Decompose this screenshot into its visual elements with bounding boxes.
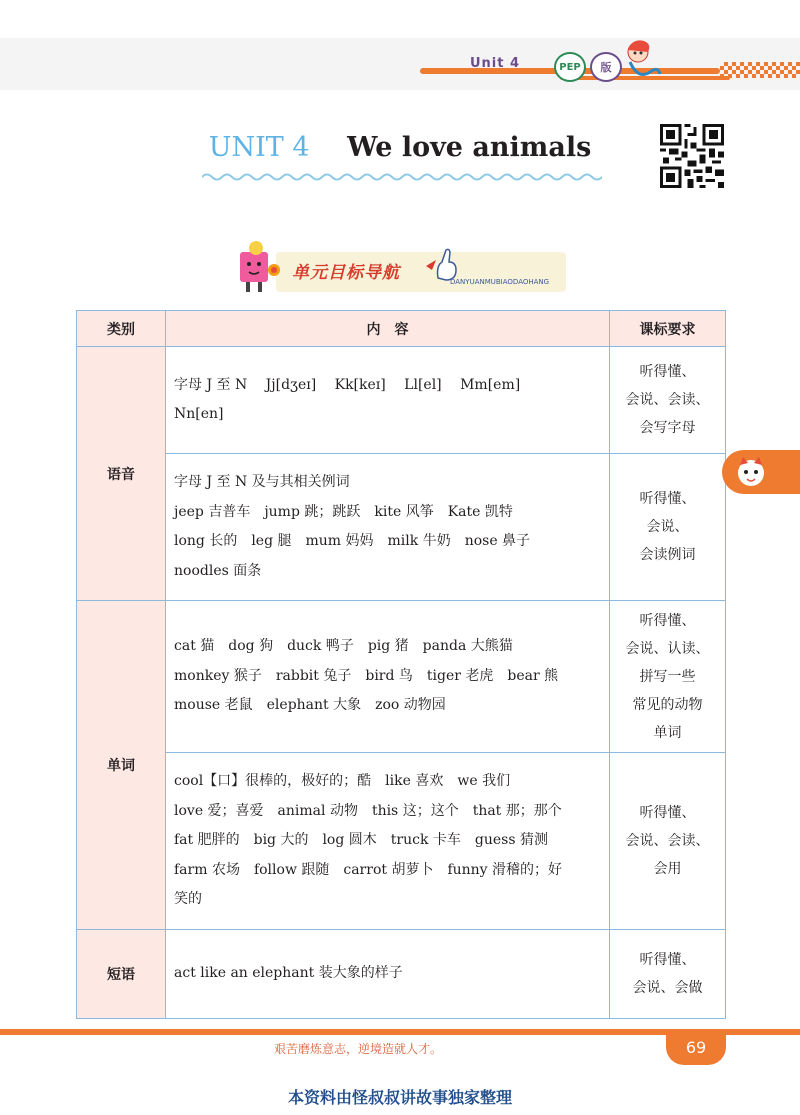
qr-code[interactable] [660,124,724,188]
table-row [77,929,726,1018]
content-line: cool【口】很棒的，极好的；酷 like 喜欢 we 我们 [174,773,511,789]
requirement-line: 听得懂、 [639,804,696,821]
mascot-girl-icon [620,36,662,80]
requirement-line: 会说、会读、 [625,392,710,408]
content-line: mouse 老鼠 elephant 大象 zoo 动物园 [174,697,446,714]
requirement-line: 听得懂、 [639,951,696,968]
content-line: Nn[en] [174,406,224,422]
content-line: jeep 吉普车 jump 跳；跳跃 kite 风筝 Kate 凯特 [174,503,513,520]
requirement-cell [610,929,726,1018]
header-checker-pattern [720,62,800,78]
requirement-line: 听得懂、 [639,612,696,629]
content-line: act like an elephant 装大象的样子 [174,964,403,981]
requirement-cell [610,454,726,601]
content-line: noodles 面条 [174,562,262,579]
requirement-line: 会写字母 [639,420,696,436]
requirement-line: 会用 [653,860,682,877]
requirement-cell [610,601,726,753]
header-band [0,38,800,90]
requirement-cell [610,347,726,454]
content-cell [166,454,610,601]
table-row [77,454,726,601]
edition-badge: 版 [590,52,622,82]
category-cell: 单词 [77,601,166,930]
category-cell: 短语 [77,929,166,1018]
requirement-line: 常见的动物 [632,696,703,713]
header-content: 内 容 [166,311,610,347]
requirement-line: 会说、认读、 [625,640,710,657]
title-name: We love animals [347,132,592,163]
content-line: love 爱；喜爱 animal 动物 this 这；这个 that 那；那个 [174,802,562,819]
banner-pinyin: DANYUANMUBIAODAOHANG [450,278,550,286]
table-row [77,347,726,454]
title-unit: UNIT 4 [208,132,310,163]
requirement-line: 会读例词 [639,547,696,563]
cube-mascot-icon [236,240,286,298]
banner-heading: 单元目标导航 [292,263,400,283]
content-line: 笑的 [174,891,202,907]
content-line: farm 农场 follow 跟随 carrot 胡萝卜 funny 滑稽的；好 [174,861,563,878]
footer-motto: 艰苦磨炼意志，逆境造就人才。 [274,1042,443,1056]
section-banner [236,240,566,298]
content-cell [166,347,610,454]
requirement-line: 会说、 [646,519,689,535]
requirement-cell [610,753,726,930]
content-line: monkey 猴子 rabbit 兔子 bird 鸟 tiger 老虎 bear 熊 [174,667,559,684]
credit-line: 本资料由怪叔叔讲故事独家整理 [287,1088,512,1107]
requirement-line: 听得懂、 [639,491,696,507]
requirement-line: 听得懂、 [639,364,696,380]
header-category: 类别 [77,311,166,347]
unit-goals-table [76,310,726,1019]
page-number: 69 [685,1038,707,1057]
category-cell: 语音 [77,347,166,601]
requirement-line: 会说、会读、 [625,832,710,849]
content-cell [166,601,610,753]
title-wave-underline [202,172,602,182]
header-requirement: 课标要求 [610,311,726,347]
requirement-line: 会说、会做 [632,979,703,996]
content-line: cat 猫 dog 狗 duck 鸭子 pig 猪 panda 大熊猫 [174,638,513,655]
content-line: long 长的 leg 腿 mum 妈妈 milk 牛奶 nose 鼻子 [174,533,531,549]
fox-face-icon [734,455,768,489]
header-unit-label: Unit 4 [470,56,521,71]
table-row [77,753,726,930]
table-header-row [77,311,726,347]
table-row [77,601,726,753]
content-cell [166,753,610,930]
content-line: 字母 J 至 N 及与其相关例词 [174,474,350,490]
content-line: 字母 J 至 N Jj[dʒeɪ] Kk[keɪ] Ll[el] Mm[em] [174,376,521,393]
requirement-line: 拼写一些 [639,668,696,685]
requirement-line: 单词 [653,724,682,741]
content-line: fat 肥胖的 big 大的 log 圆木 truck 卡车 guess 猜测 [174,832,548,848]
content-cell [166,929,610,1018]
pep-badge: PEP [554,52,586,82]
